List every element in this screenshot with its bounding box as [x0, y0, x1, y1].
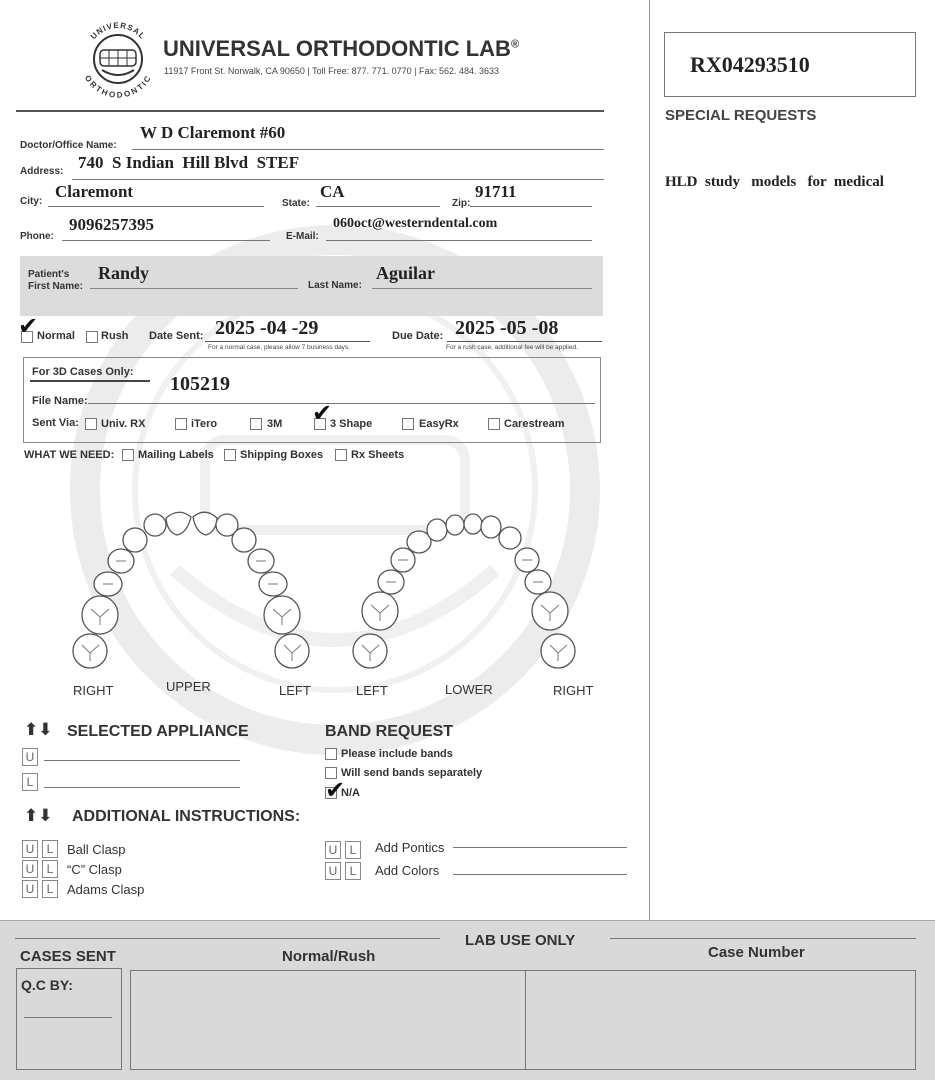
include-bands-checkbox[interactable] [325, 748, 337, 760]
state-value[interactable]: CA [320, 182, 345, 201]
phone-value[interactable]: 9096257395 [69, 215, 154, 234]
sent-via-carestream-label: Carestream [504, 418, 565, 430]
patient-last-label: Last Name: [308, 280, 362, 291]
city-label: City: [20, 196, 43, 207]
lower-arch-diagram[interactable] [345, 505, 605, 675]
company-name: UNIVERSAL ORTHODONTIC LAB® [163, 36, 520, 61]
sent-via-3m-label: 3M [267, 418, 283, 430]
na-label: N/A [341, 787, 360, 799]
additional-instructions-title: ADDITIONAL INSTRUCTIONS: [72, 808, 301, 825]
sent-via-univrx-checkbox[interactable] [85, 418, 97, 430]
sent-via-easyrx-label: EasyRx [419, 418, 459, 430]
patient-last-value[interactable]: Aguilar [376, 263, 436, 283]
add-pontics-l-box[interactable]: L [345, 841, 361, 859]
adams-clasp-label: Adams Clasp [67, 882, 145, 897]
patient-first-label-1: Patient's [28, 269, 70, 280]
due-date-label: Due Date: [392, 330, 444, 342]
sent-via-itero-label: iTero [191, 418, 218, 430]
date-sent-note: For a normal case, please allow 7 business days. [208, 344, 350, 351]
na-checkmark: ✔ [325, 776, 346, 804]
sent-via-easyrx-checkbox[interactable] [402, 418, 414, 430]
add-colors-label: Add Colors [375, 863, 440, 878]
rx-sheets-label: Rx Sheets [351, 449, 405, 461]
svg-text:ORTHODONTIC [83, 74, 153, 100]
state-label: State: [282, 198, 310, 209]
patient-first-label-2: First Name: [28, 281, 84, 292]
appliance-l-box[interactable]: L [22, 773, 38, 791]
rush-label: Rush [101, 330, 129, 342]
rx-sheets-checkbox[interactable] [335, 449, 347, 461]
header-rule [16, 110, 604, 112]
special-requests-text[interactable]: HLD study models for medical [665, 174, 884, 190]
case-number-label: Case Number [708, 944, 805, 961]
upper-left-label: LEFT [279, 683, 311, 698]
lower-left-label: LEFT [356, 683, 388, 698]
logo-ring-top: UNIVERSAL [88, 20, 148, 42]
due-date-value[interactable]: 2025 -05 -08 [455, 317, 559, 339]
registered-mark: ® [510, 38, 520, 51]
what-we-need-label: WHAT WE NEED: [24, 449, 115, 461]
special-requests-title: SPECIAL REQUESTS [665, 107, 817, 124]
up-down-arrows-icon: ⬆⬇ [24, 720, 53, 740]
band-request-title: BAND REQUEST [325, 723, 454, 740]
phone-label: Phone: [20, 231, 54, 242]
c-clasp-label: “C” Clasp [67, 862, 122, 877]
normal-label: Normal [37, 330, 75, 342]
sent-via-univrx-label: Univ. RX [101, 418, 146, 430]
due-date-note: For a rush case, additional fee will be applied. [446, 344, 578, 351]
add-pontics-u-box[interactable]: U [325, 841, 341, 859]
email-label: E-Mail: [286, 231, 319, 242]
sent-via-3shape-checkmark: ✔ [312, 399, 333, 427]
upper-right-label: RIGHT [73, 683, 114, 698]
add-colors-u-box[interactable]: U [325, 862, 341, 880]
lab-use-title: LAB USE ONLY [465, 932, 576, 949]
normal-rush-box[interactable] [130, 970, 526, 1070]
sent-via-3m-checkbox[interactable] [250, 418, 262, 430]
adams-clasp-u-box[interactable]: U [22, 880, 38, 898]
c-clasp-l-box[interactable]: L [42, 860, 58, 878]
ball-clasp-label: Ball Clasp [67, 842, 126, 857]
selected-appliance-title: SELECTED APPLIANCE [67, 723, 249, 740]
upper-arch-diagram[interactable] [65, 505, 325, 675]
add-pontics-label: Add Pontics [375, 840, 445, 855]
adams-clasp-l-box[interactable]: L [42, 880, 58, 898]
ball-clasp-l-box[interactable]: L [42, 840, 58, 858]
company-contact: 11917 Front St. Norwalk, CA 90650 | Toll Free: 877. 771. 0770 | Fax: 562. 484. 3633 [164, 66, 500, 76]
lower-right-label: RIGHT [553, 683, 594, 698]
file-name-value[interactable]: 105219 [170, 373, 230, 395]
date-sent-value[interactable]: 2025 -04 -29 [215, 317, 319, 339]
shipping-boxes-checkbox[interactable] [224, 449, 236, 461]
city-value[interactable]: Claremont [55, 182, 134, 201]
send-bands-label: Will send bands separately [341, 767, 483, 779]
date-sent-label: Date Sent: [149, 330, 204, 342]
mailing-labels-checkbox[interactable] [122, 449, 134, 461]
sent-via-label: Sent Via: [32, 417, 79, 429]
up-down-arrows-icon: ⬆⬇ [24, 806, 53, 826]
patient-first-value[interactable]: Randy [98, 263, 150, 283]
doctor-name-value[interactable]: W D Claremont #60 [140, 123, 286, 142]
email-value[interactable]: 060oct@westerndental.com [333, 216, 498, 231]
sent-via-itero-checkbox[interactable] [175, 418, 187, 430]
add-colors-l-box[interactable]: L [345, 862, 361, 880]
file-name-label: File Name: [32, 395, 88, 407]
sent-via-carestream-checkbox[interactable] [488, 418, 500, 430]
logo-ring-bottom: ORTHODONTIC [82, 73, 154, 100]
zip-value[interactable]: 91711 [475, 182, 517, 201]
zip-label: Zip: [452, 198, 471, 209]
cases-sent-label: CASES SENT [20, 948, 116, 965]
normal-rush-label: Normal/Rush [282, 948, 376, 965]
address-label: Address: [20, 166, 64, 177]
logo [78, 16, 158, 100]
column-divider [649, 0, 650, 920]
c-clasp-u-box[interactable]: U [22, 860, 38, 878]
address-value[interactable]: 740 S Indian Hill Blvd STEF [78, 153, 300, 172]
include-bands-label: Please include bands [341, 748, 453, 760]
appliance-u-box[interactable]: U [22, 748, 38, 766]
sent-via-3shape-label: 3 Shape [330, 418, 373, 430]
mailing-labels-label: Mailing Labels [138, 449, 214, 461]
qc-by-label: Q.C BY: [21, 977, 73, 993]
shipping-boxes-label: Shipping Boxes [240, 449, 324, 461]
svg-text:UNIVERSAL [89, 21, 147, 41]
ball-clasp-u-box[interactable]: U [22, 840, 38, 858]
lower-label: LOWER [445, 682, 493, 697]
rx-number: RX04293510 [690, 52, 810, 77]
upper-label: UPPER [166, 679, 211, 694]
rx-number-box [664, 32, 916, 97]
doctor-name-label: Doctor/Office Name: [20, 140, 117, 151]
normal-checkmark: ✔ [18, 312, 39, 340]
rush-checkbox[interactable] [86, 331, 98, 343]
case-number-box[interactable] [525, 970, 916, 1070]
cases-3d-title: For 3D Cases Only: [32, 366, 134, 378]
